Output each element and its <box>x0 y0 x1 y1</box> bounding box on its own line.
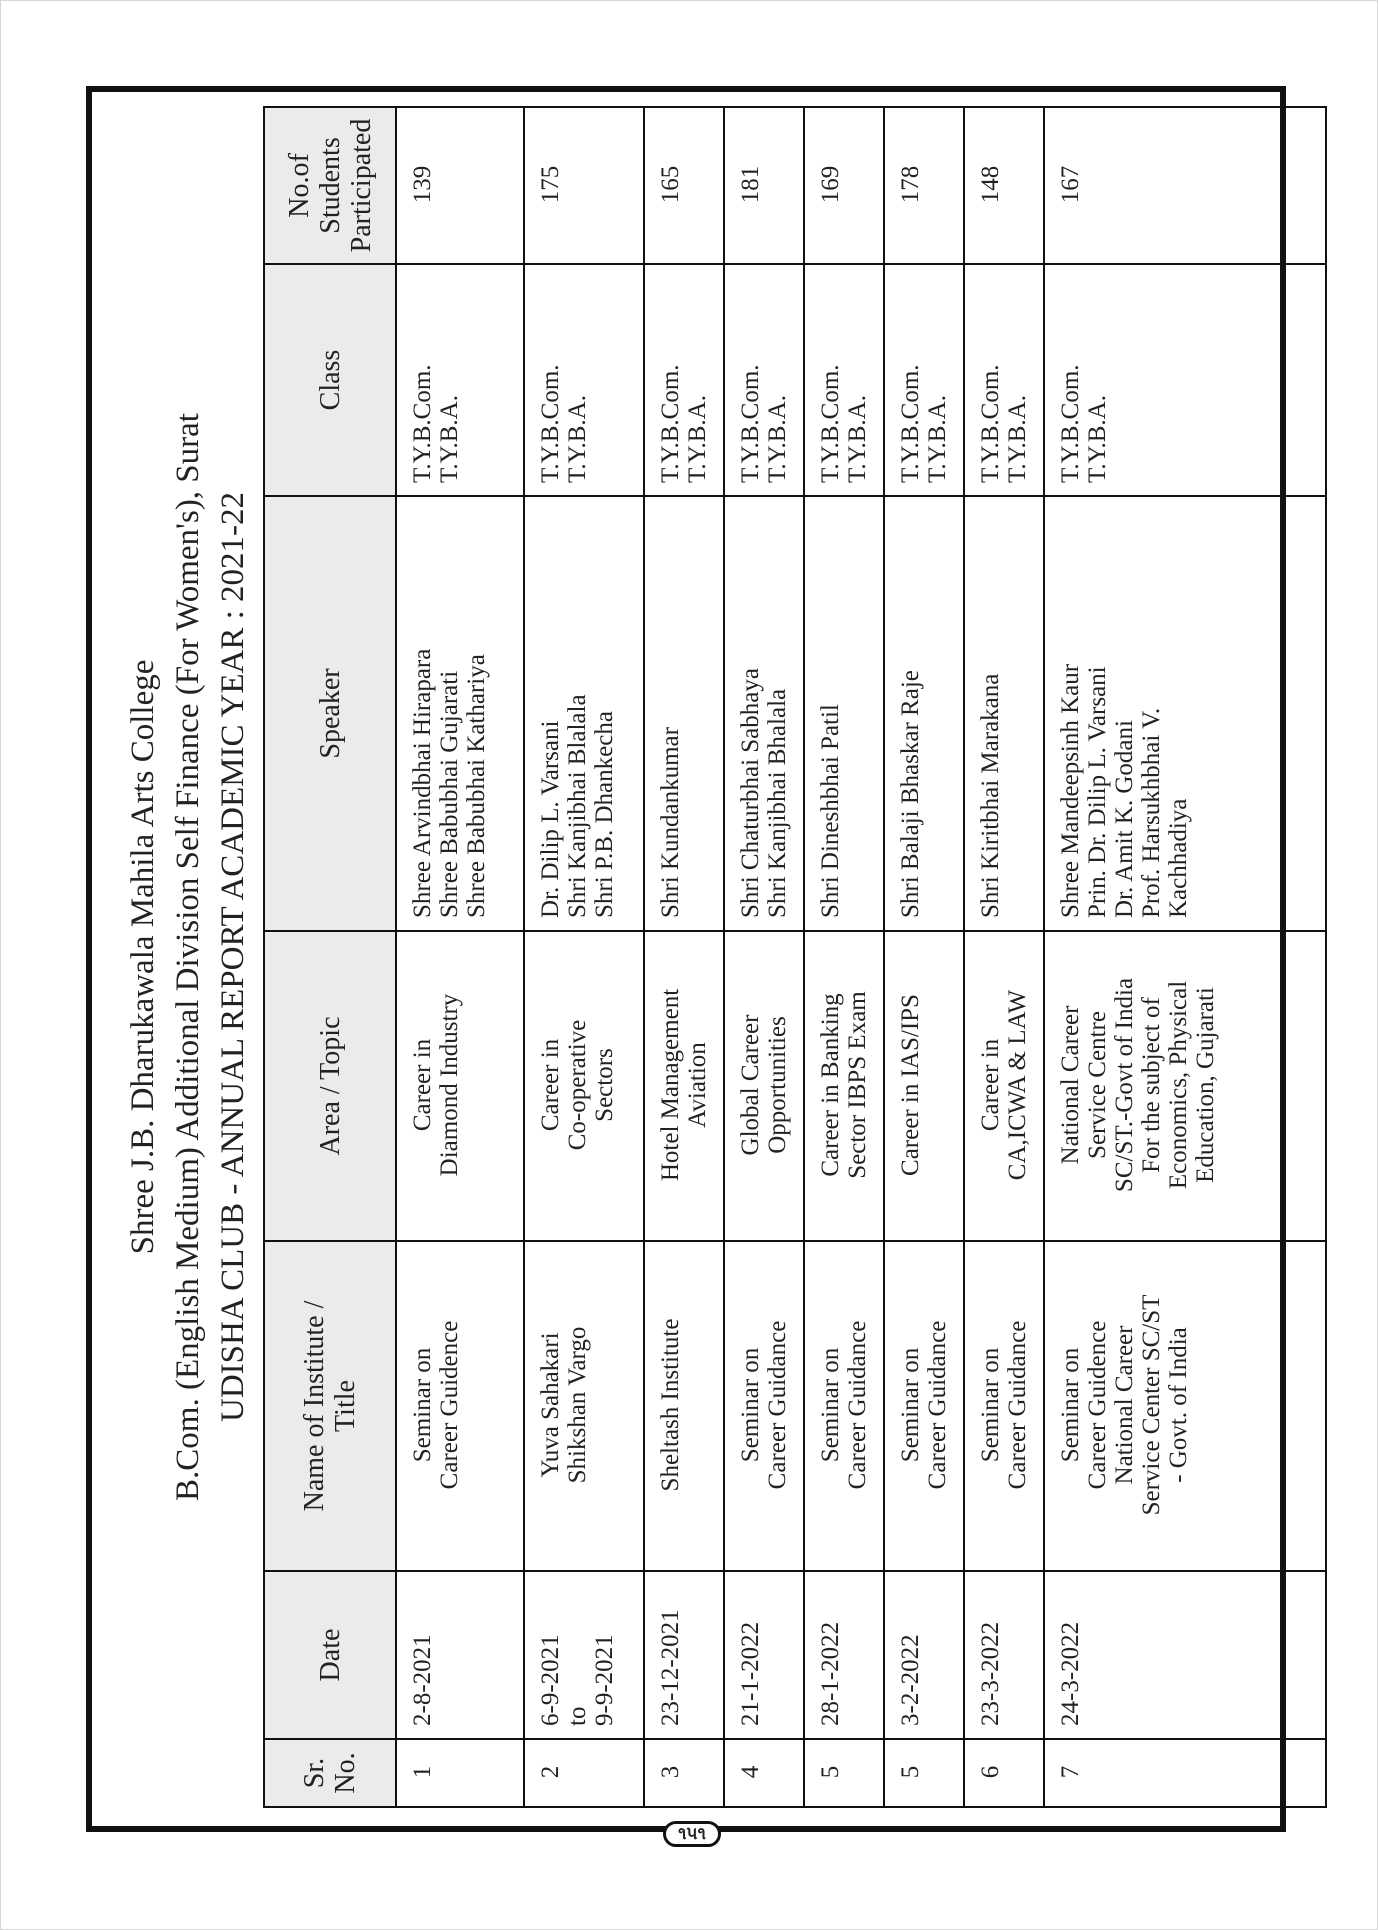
speaker-cell <box>524 496 644 931</box>
class-cell <box>644 264 724 496</box>
cell-line: Seminar on <box>409 1347 436 1463</box>
college-name: Shree J.B. Dharukawala Mahila Arts College <box>125 659 161 1255</box>
cell-line: Seminar on <box>1057 1347 1084 1463</box>
cell-line: T.Y.B.A. <box>564 395 591 483</box>
speaker-cell <box>1044 496 1326 931</box>
cell-line: Participated <box>345 118 377 253</box>
cell-line: No.of <box>283 153 315 218</box>
cell-line: T.Y.B.A. <box>1004 395 1031 483</box>
sr-no-cell: 1 <box>396 1739 524 1807</box>
cell-line: Shri Dineshbhai Patil <box>817 704 844 918</box>
cell-line: 24-3-2022 <box>1057 1621 1084 1726</box>
area-topic-cell <box>396 931 524 1241</box>
col-area-topic-header <box>264 931 396 1241</box>
cell-line: Shri Kanjibhai Blalala <box>564 694 591 918</box>
cell-line: Students <box>314 137 346 234</box>
cell-line: 2-8-2021 <box>409 1634 436 1726</box>
cell-line: to <box>564 1706 591 1726</box>
cell-line: Shri Kiritbhai Marakana <box>977 673 1004 918</box>
institute-cell <box>644 1241 724 1571</box>
date-cell <box>964 1571 1044 1739</box>
cell-line: T.Y.B.A. <box>436 395 463 483</box>
cell-line: Career in IAS/IPS <box>897 994 924 1176</box>
cell-line: Sheltash Institute <box>657 1318 684 1492</box>
date-cell <box>884 1571 964 1739</box>
cell-line: Career in Banking <box>817 993 844 1177</box>
cell-line: Sr. <box>299 1757 330 1789</box>
cell-line: T.Y.B.A. <box>844 395 871 483</box>
sr-no-cell: 6 <box>964 1739 1044 1807</box>
cell-line: Career Guidence <box>436 1320 463 1490</box>
cell-line: For the subject of <box>1138 997 1165 1173</box>
date-cell <box>804 1571 884 1739</box>
class-cell <box>396 264 524 496</box>
students-cell: 148 <box>964 107 1044 264</box>
cell-line: Economics, Physical <box>1165 980 1192 1190</box>
cell-line: T.Y.B.A. <box>924 395 951 483</box>
institute-cell <box>1044 1241 1326 1571</box>
cell-line: Prof. Harsukhbhai V. <box>1138 707 1165 918</box>
cell-line: Kachhadiya <box>1165 798 1192 918</box>
cell-line: Class <box>314 349 346 411</box>
students-cell: 165 <box>644 107 724 264</box>
sr-no-cell: 4 <box>724 1739 804 1807</box>
sr-no-cell: 5 <box>884 1739 964 1807</box>
institute-cell <box>724 1241 804 1571</box>
cell-line: Career in <box>977 1038 1004 1132</box>
cell-line: T.Y.B.Com. <box>1057 364 1084 483</box>
col-date-header <box>264 1571 396 1739</box>
cell-line: T.Y.B.Com. <box>977 364 1004 483</box>
cell-line: Shree Arvindbhai Hirapara <box>409 648 436 918</box>
col-speaker-header <box>264 496 396 931</box>
cell-line: Dr. Amit K. Godani <box>1111 720 1138 918</box>
table-row <box>644 107 724 1807</box>
cell-line: Speaker <box>314 668 346 759</box>
cell-line: Shree Babubhai Gujarati <box>436 670 463 918</box>
cell-line: T.Y.B.Com. <box>737 364 764 483</box>
cell-line: T.Y.B.Com. <box>897 364 924 483</box>
area-topic-cell <box>644 931 724 1241</box>
cell-line: Opportunities <box>764 1016 791 1154</box>
udisha-club-table <box>263 106 1327 1808</box>
col-students-header <box>264 107 396 264</box>
cell-line: Global Career <box>737 1014 764 1156</box>
institute-cell <box>884 1241 964 1571</box>
table-row <box>804 107 884 1807</box>
cell-line: Co-operative <box>564 1019 591 1151</box>
cell-line: 3-2-2022 <box>897 1634 924 1726</box>
class-cell <box>804 264 884 496</box>
institute-cell <box>804 1241 884 1571</box>
class-cell <box>1044 264 1326 496</box>
table-row <box>524 107 644 1807</box>
date-cell <box>1044 1571 1326 1739</box>
cell-line: No. <box>330 1752 361 1794</box>
date-cell <box>396 1571 524 1739</box>
cell-line: T.Y.B.Com. <box>409 364 436 483</box>
cell-line: Shri Chaturbhai Sabhaya <box>737 668 764 918</box>
institute-cell <box>964 1241 1044 1571</box>
cell-line: Title <box>330 1380 361 1432</box>
area-topic-cell <box>884 931 964 1241</box>
students-cell: 181 <box>724 107 804 264</box>
class-cell <box>524 264 644 496</box>
report-heading <box>105 102 255 1812</box>
sr-no-cell: 5 <box>804 1739 884 1807</box>
cell-line: Career Guidance <box>844 1320 871 1490</box>
cell-line: Shri Balaji Bhaskar Raje <box>897 670 924 918</box>
cell-line: Career Guidence <box>1084 1320 1111 1490</box>
area-topic-cell <box>1044 931 1326 1241</box>
cell-line: Prin. Dr. Dilip L. Varsani <box>1084 666 1111 918</box>
institute-cell <box>396 1241 524 1571</box>
cell-line: Seminar on <box>737 1347 764 1463</box>
cell-line: SC/ST.-Govt of India <box>1111 977 1138 1193</box>
cell-line: 6-9-2021 <box>537 1634 564 1726</box>
cell-line: Yuva Sahakari <box>537 1332 564 1478</box>
cell-line: 28-1-2022 <box>817 1621 844 1726</box>
date-cell <box>724 1571 804 1739</box>
cell-line: T.Y.B.A. <box>684 395 711 483</box>
table-header-row <box>264 107 396 1807</box>
cell-line: Education, Gujarati <box>1192 987 1219 1183</box>
rotated-content <box>105 102 1275 1812</box>
cell-line: CA,ICWA & LAW <box>1004 989 1031 1181</box>
cell-line: National Career <box>1111 1325 1138 1485</box>
class-cell <box>884 264 964 496</box>
cell-line: Career Guidance <box>1004 1320 1031 1490</box>
cell-line: T.Y.B.Com. <box>537 364 564 483</box>
cell-line: Area / Topic <box>314 1016 346 1156</box>
cell-line: Career Guidance <box>924 1320 951 1490</box>
cell-line: Sectors <box>591 1048 618 1122</box>
date-cell <box>644 1571 724 1739</box>
speaker-cell <box>964 496 1044 931</box>
cell-line: 23-3-2022 <box>977 1621 1004 1726</box>
area-topic-cell <box>964 931 1044 1241</box>
cell-line: Seminar on <box>977 1347 1004 1463</box>
table-row <box>396 107 524 1807</box>
report-title: UDISHA CLUB - ANNUAL REPORT ACADEMIC YEAR : 2021-22 <box>215 492 251 1423</box>
table-row <box>1044 107 1326 1807</box>
cell-line: Service Center SC/ST <box>1138 1294 1165 1516</box>
cell-line: - Govt. of India <box>1165 1327 1192 1483</box>
class-cell <box>724 264 804 496</box>
cell-line: Aviation <box>684 1042 711 1128</box>
cell-line: Career in <box>537 1038 564 1132</box>
cell-line: T.Y.B.Com. <box>657 364 684 483</box>
cell-line: Hotel Management <box>657 988 684 1182</box>
table-row <box>884 107 964 1807</box>
cell-line: Shri Kanjibhai Bhalala <box>764 688 791 918</box>
speaker-cell <box>396 496 524 931</box>
table-row <box>964 107 1044 1807</box>
division-name: B.Com. (English Medium) Additional Division Self Finance (For Women's), Surat <box>170 413 206 1501</box>
sr-no-cell: 3 <box>644 1739 724 1807</box>
cell-line: 9-9-2021 <box>591 1634 618 1726</box>
speaker-cell <box>804 496 884 931</box>
date-cell <box>524 1571 644 1739</box>
cell-line: Shree Babubhai Kathariya <box>463 654 490 918</box>
table-body <box>396 107 1326 1807</box>
cell-line: T.Y.B.A. <box>764 395 791 483</box>
cell-line: Seminar on <box>817 1347 844 1463</box>
speaker-cell <box>724 496 804 931</box>
institute-cell <box>524 1241 644 1571</box>
cell-line: Shikshan Vargo <box>564 1326 591 1484</box>
students-cell: 175 <box>524 107 644 264</box>
cell-line: Shri P.B. Dhankecha <box>591 711 618 918</box>
cell-line: Seminar on <box>897 1347 924 1463</box>
area-topic-cell <box>724 931 804 1241</box>
speaker-cell <box>884 496 964 931</box>
cell-line: Sector IBPS Exam <box>844 991 871 1179</box>
cell-line: T.Y.B.Com. <box>817 364 844 483</box>
col-institute-header <box>264 1241 396 1571</box>
cell-line: National Career <box>1057 1005 1084 1165</box>
cell-line: Dr. Dilip L. Varsani <box>537 720 564 918</box>
cell-line: Name of Institute / <box>299 1300 330 1512</box>
sr-no-cell: 2 <box>524 1739 644 1807</box>
sr-no-cell: 7 <box>1044 1739 1326 1807</box>
cell-line: 21-1-2022 <box>737 1621 764 1726</box>
students-cell: 167 <box>1044 107 1326 264</box>
table-row <box>724 107 804 1807</box>
cell-line: Career Guidance <box>764 1320 791 1490</box>
page-number: ૧૫૧ <box>663 1821 721 1847</box>
cell-line: Career in <box>409 1038 436 1132</box>
cell-line: Diamond Industry <box>436 993 463 1177</box>
area-topic-cell <box>524 931 644 1241</box>
cell-line: Service Centre <box>1084 1011 1111 1159</box>
speaker-cell <box>644 496 724 931</box>
students-cell: 139 <box>396 107 524 264</box>
col-sr-no-header <box>264 1739 396 1807</box>
col-class-header <box>264 264 396 496</box>
cell-line: 23-12-2021 <box>657 1609 684 1726</box>
students-cell: 169 <box>804 107 884 264</box>
students-cell: 178 <box>884 107 964 264</box>
cell-line: Date <box>314 1628 346 1682</box>
area-topic-cell <box>804 931 884 1241</box>
cell-line: T.Y.B.A. <box>1084 395 1111 483</box>
class-cell <box>964 264 1044 496</box>
cell-line: Shri Kundankumar <box>657 727 684 918</box>
cell-line: Shree Mandeepsinh Kaur <box>1057 663 1084 918</box>
